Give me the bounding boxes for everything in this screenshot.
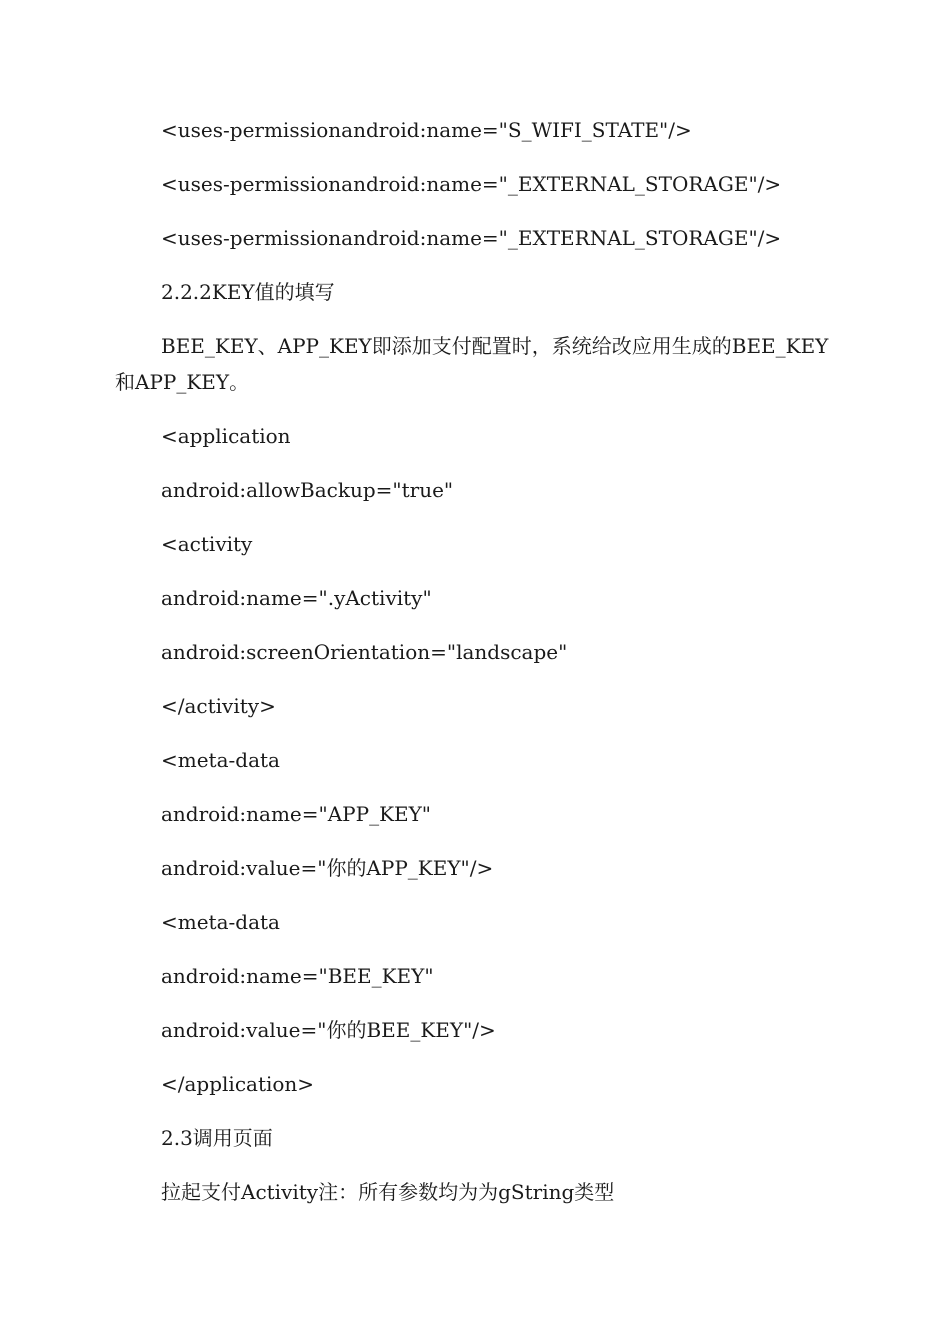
- code-line: <application: [161, 424, 291, 448]
- document-body: [115, 112, 835, 1228]
- code-line: android:value="你的APP_KEY"/>: [161, 856, 494, 880]
- section-heading-2-2-2: 2.2.2KEY值的填写: [161, 280, 335, 304]
- code-line: android:name="BEE_KEY": [161, 964, 434, 988]
- code-line: </activity>: [161, 694, 276, 718]
- code-line: </application>: [161, 1072, 315, 1096]
- final-note-line: 拉起支付Activity注：所有参数均为为gString类型: [161, 1180, 615, 1204]
- code-line: android:name=".yActivity": [161, 586, 432, 610]
- code-line: <meta-data: [161, 910, 280, 934]
- permission-line-wifi-state: <uses-permissionandroid:name="S_WIFI_STATE"/>: [161, 118, 692, 142]
- code-line: android:name="APP_KEY": [161, 802, 432, 826]
- code-line: <meta-data: [161, 748, 280, 772]
- permission-line-external-storage: <uses-permissionandroid:name="_EXTERNAL_STORAGE"/>: [161, 172, 782, 196]
- code-line: android:allowBackup="true": [161, 478, 454, 502]
- code-line: android:screenOrientation="landscape": [161, 640, 568, 664]
- section-heading-2-3: 2.3调用页面: [161, 1126, 273, 1150]
- code-line: android:value="你的BEE_KEY"/>: [161, 1018, 496, 1042]
- permission-line-external-storage-2: <uses-permissionandroid:name="_EXTERNAL_STORAGE"/>: [161, 226, 782, 250]
- code-line: <activity: [161, 532, 253, 556]
- key-description-paragraph: BEE_KEY、APP_KEY即添加支付配置时，系统给改应用生成的BEE_KEY和APP_KEY。: [115, 334, 829, 394]
